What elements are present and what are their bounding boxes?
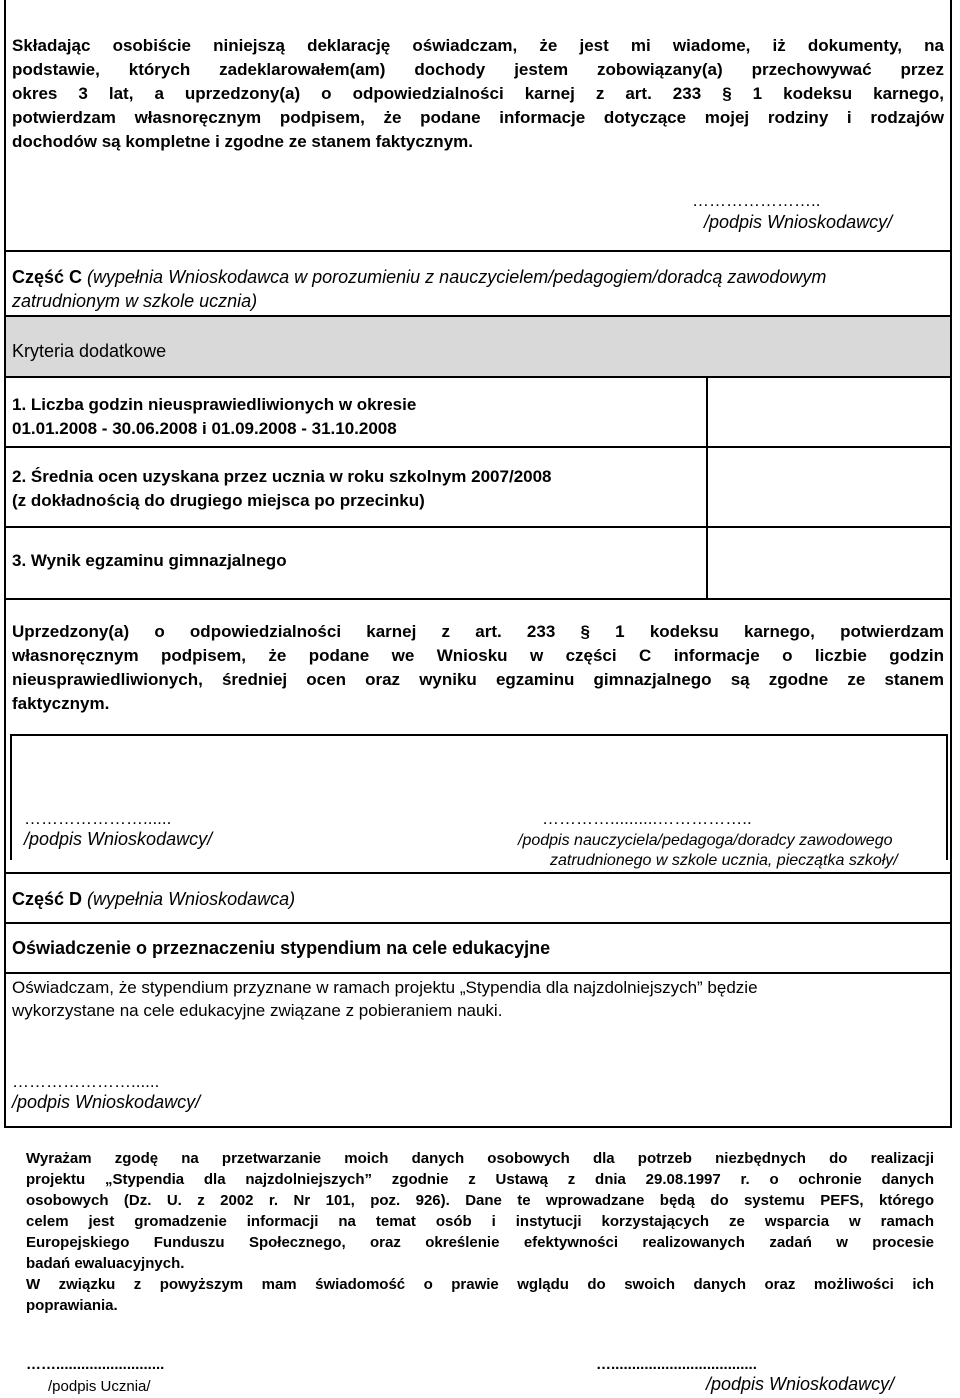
section-d-title <box>12 888 295 911</box>
confirmation-line: faktycznym. <box>12 694 110 713</box>
student-sig-dots: …….......................... <box>26 1356 165 1373</box>
criterion-2-note: (z dokładnością do drugiego miejsca po przecinku) <box>12 491 425 510</box>
divider <box>4 250 952 252</box>
criterion-2-value-field[interactable] <box>708 448 950 526</box>
section-c-description: (wypełnia Wnioskodawca w porozumieniu z nauczycielem/pedagogiem/doradcą zawodowym <box>82 267 827 287</box>
sig-applicant-dots: …………………...... <box>24 809 172 828</box>
signature-label: /podpis Wnioskodawcy/ <box>704 212 893 232</box>
criteria-header: Kryteria dodatkowe <box>12 341 167 361</box>
sig-teacher-label: /podpis nauczyciela/pedagoga/doradcy zawodowego <box>518 832 893 849</box>
signature-box-top <box>10 734 948 736</box>
confirmation-line: Uprzedzony(a) o odpowiedzialności karnej z art. 233 § 1 kodeksu karnego, potwierdzam <box>12 622 944 641</box>
section-c-label: Część C <box>12 267 83 287</box>
criterion-3-value-field[interactable] <box>708 528 950 598</box>
criterion-1-period: 01.01.2008 - 30.06.2008 i 01.09.2008 - 31.10.2008 <box>12 419 397 438</box>
divider <box>4 598 952 600</box>
consent-line: W związku z powyższym mam świadomość o prawie wglądu do swoich danych oraz możliwości ich <box>26 1276 934 1293</box>
criterion-1-value-field[interactable] <box>708 378 950 446</box>
signature-dots: ………………….. <box>692 191 821 210</box>
applicant-sig-dots: …................................... <box>596 1356 757 1373</box>
consent-line: Europejskiego Funduszu Społecznego, oraz określenie efektywności realizowanych zadań w procesie <box>26 1234 934 1251</box>
confirmation-line: nieusprawiedliwionych, średniej ocen oraz wyniku egzaminu gimnazjalnego są zgodne ze stanem <box>12 670 944 689</box>
declaration-line: potwierdzam własnoręcznym podpisem, że podane informacje dotyczące mojej rodziny i rodzajów <box>12 108 944 127</box>
confirmation-line: własnoręcznym podpisem, że podane we Wniosku w części C informacje o liczbie godzin <box>12 646 944 665</box>
declaration-line: Składając osobiście niniejszą deklarację oświadczam, że jest mi wiadome, iż dokumenty, na <box>12 36 944 55</box>
declaration-line: podstawie, których zadeklarowałem(am) dochody jestem zobowiązany(a) przechowywać przez <box>12 60 944 79</box>
divider <box>4 922 952 924</box>
declaration-line: okres 3 lat, a uprzedzony(a) o odpowiedzialności karnej z art. 233 § 1 kodeksu karnego, <box>12 84 944 103</box>
consent-line: badań ewaluacyjnych. <box>26 1255 185 1272</box>
section-d-subheader: Oświadczenie o przeznaczeniu stypendium na cele edukacyjne <box>12 938 551 958</box>
sig-teacher-label-cont: zatrudnionego w szkole ucznia, pieczątka szkoły/ <box>550 852 898 869</box>
consent-paragraph <box>26 1148 934 1316</box>
declaration-paragraph <box>12 34 944 154</box>
criterion-2-label: 2. Średnia ocen uzyskana przez ucznia w roku szkolnym 2007/2008 <box>12 467 552 486</box>
student-sig-label: /podpis Ucznia/ <box>48 1378 151 1395</box>
statement-line: Oświadczam, że stypendium przyznane w ramach projektu „Stypendia dla najzdolniejszych” będzie <box>12 978 758 997</box>
section-c-description-cont: zatrudnionym w szkole ucznia) <box>12 291 258 311</box>
divider <box>4 872 952 874</box>
consent-line: Wyrażam zgodę na przetwarzanie moich danych osobowych dla potrzeb niezbędnych do realizacji <box>26 1150 934 1167</box>
declaration-line: dochodów są kompletne i zgodne ze stanem faktycznym. <box>12 132 473 151</box>
divider <box>4 972 952 974</box>
applicant-sig-label: /podpis Wnioskodawcy/ <box>706 1374 895 1394</box>
signature-box-left <box>10 734 12 860</box>
consent-line: poprawiania. <box>26 1297 118 1314</box>
sig-applicant-label: /podpis Wnioskodawcy/ <box>24 829 213 849</box>
statement-line: wykorzystane na cele edukacyjne związane z pobieraniem nauki. <box>12 1001 503 1020</box>
criterion-3-label: 3. Wynik egzaminu gimnazjalnego <box>12 551 287 570</box>
consent-line: projektu „Stypendia dla najzdolniejszych” zgodnie z Ustawą z dnia 29.08.1997 r. o ochronie danych <box>26 1171 934 1188</box>
signature-box-right <box>946 734 948 860</box>
criterion-1-label: 1. Liczba godzin nieusprawiedliwionych w okresie <box>12 395 417 414</box>
section-d-description: (wypełnia Wnioskodawca) <box>82 889 296 909</box>
sig-section-d-dots: …………………...... <box>12 1072 160 1091</box>
section-d-label: Część D <box>12 889 83 909</box>
confirmation-paragraph <box>12 620 944 716</box>
consent-line: osobowych (Dz. U. z 2002 r. Nr 101, poz. 926). Dane te wprowadzane będą do systemu PEFS, którego <box>26 1192 934 1209</box>
sig-section-d-label: /podpis Wnioskodawcy/ <box>12 1092 201 1112</box>
consent-line: celem jest gromadzenie informacji na temat osób i instytucji korzystających ze wsparcia w ramach <box>26 1213 934 1230</box>
sig-teacher-dots: …………..........…………….. <box>542 809 752 828</box>
section-c-title <box>12 265 826 289</box>
